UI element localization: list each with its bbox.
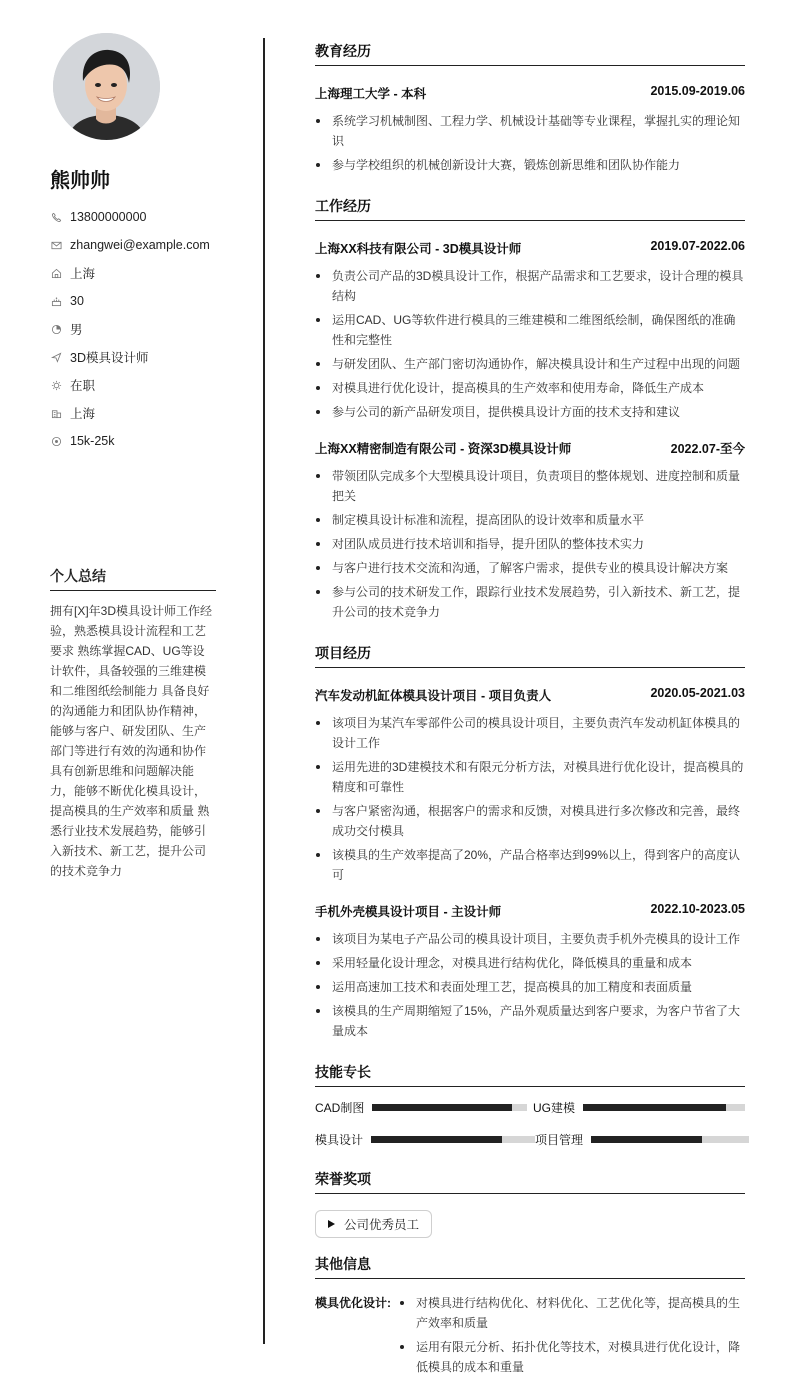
list-item: 与客户紧密沟通，根据客户的需求和反馈，对模具进行多次修改和完善，最终成功交付模具 (315, 801, 745, 841)
list-item: 采用轻量化设计理念，对模具进行结构优化，降低模具的重量和成本 (315, 953, 745, 973)
list-item: 该项目为某电子产品公司的模具设计项目，主要负责手机外壳模具的设计工作 (315, 929, 745, 949)
award-badge (315, 1210, 432, 1238)
other-item (315, 1293, 745, 1377)
list-item: 运用有限元分析、拓扑优化等技术，对模具进行优化设计，降低模具的成本和重量 (399, 1337, 745, 1377)
position-text: 3D模具设计师 (70, 351, 149, 365)
list-item: 该模具的生产效率提高了20%，产品合格率达到99%以上，得到客户的高度认可 (315, 845, 745, 885)
candidate-name: 熊帅帅 (50, 170, 110, 192)
phone-icon (50, 211, 62, 223)
status-icon (50, 379, 62, 391)
project-2-bullets (315, 929, 745, 1041)
gender-icon (50, 323, 62, 335)
home-icon (50, 267, 62, 279)
city-icon (50, 407, 62, 419)
skill-bar-fill (591, 1136, 702, 1143)
project-2-head (315, 902, 745, 920)
list-item: 与客户进行技术交流和沟通，了解客户需求，提供专业的模具设计解决方案 (315, 558, 745, 578)
projects-title: 项目经历 (315, 643, 745, 668)
awards-title: 荣誉奖项 (315, 1169, 745, 1194)
skills-title: 技能专长 (315, 1062, 745, 1087)
list-item: 运用高速加工技术和表面处理工艺，提高模具的加工精度和表面质量 (315, 977, 745, 997)
work-1-date: 2019.07-2022.06 (650, 239, 745, 253)
skill-cad (315, 1099, 533, 1116)
summary-text: 拥有[X]年3D模具设计师工作经验，熟悉模具设计流程和工艺要求 熟练掌握CAD、UG等设计软件，具备较强的三维建模和二维图纸绘制能力 具备良好的沟通能力和团队协作精神，能够与客户、研发团队、生产部门等进行有效的沟通和协作 具有创新思维和问题解决能力，能够不断优化模具设计，提高模具的生产效率和质量 熟悉行业技术发展趋势，能够引入新技术、新工艺，提升公司的技术竞争力 (50, 604, 213, 878)
skill-bar-fill (372, 1104, 512, 1111)
list-item: 系统学习机械制图、工程力学、机械设计基础等专业课程，掌握扎实的理论知识 (315, 111, 745, 151)
work-2-date: 2022.07-至今 (670, 442, 745, 456)
skill-bar-fill (371, 1136, 502, 1143)
projects-section (315, 643, 745, 1041)
other-section (315, 1254, 745, 1377)
avatar (53, 33, 160, 140)
info-status (50, 371, 230, 399)
email-text: zhangwei@example.com (70, 238, 210, 252)
project-2-date: 2022.10-2023.05 (650, 902, 745, 916)
skill-bar (371, 1136, 535, 1143)
list-item: 参与学校组织的机械创新设计大赛，锻炼创新思维和团队协作能力 (315, 155, 745, 175)
list-item: 对模具进行结构优化、材料优化、工艺优化等，提高模具的生产效率和质量 (399, 1293, 745, 1333)
city-text: 上海 (70, 407, 96, 421)
skill-bar (372, 1104, 527, 1111)
list-item: 对团队成员进行技术培训和指导，提升团队的整体技术实力 (315, 534, 745, 554)
project-1-date: 2020.05-2021.03 (650, 686, 745, 700)
skill-mold-design (315, 1131, 535, 1148)
award-label: 公司优秀员工 (344, 1218, 420, 1232)
list-item: 该项目为某汽车零部件公司的模具设计项目，主要负责汽车发动机缸体模具的设计工作 (315, 713, 745, 753)
other-title: 其他信息 (315, 1254, 745, 1279)
work-section (315, 196, 745, 622)
info-position (50, 343, 230, 371)
awards-section (315, 1169, 745, 1238)
info-age (50, 287, 230, 315)
contact-info-list (50, 203, 230, 455)
list-item: 运用CAD、UG等软件进行模具的三维建模和二维图纸绘制，确保图纸的准确性和完整性 (315, 310, 745, 350)
education-section (315, 41, 745, 175)
education-item-head (315, 84, 745, 102)
avatar-portrait (53, 33, 160, 140)
gender-text: 男 (70, 323, 83, 337)
home-text: 上海 (70, 267, 96, 281)
project-1-bullets (315, 713, 745, 885)
education-bullets (315, 111, 745, 175)
info-gender (50, 315, 230, 343)
list-item: 与研发团队、生产部门密切沟通协作，解决模具设计和生产过程中出现的问题 (315, 354, 745, 374)
project-2-name: 手机外壳模具设计项目 - 主设计师 (315, 905, 502, 919)
work-item-2-head (315, 439, 745, 457)
project-1-head (315, 686, 745, 704)
info-city (50, 399, 230, 427)
work-title: 工作经历 (315, 196, 745, 221)
list-item: 参与公司的技术研发工作，跟踪行业技术发展趋势，引入新技术、新工艺，提升公司的技术竞争力 (315, 582, 745, 622)
work-2-company: 上海XX精密制造有限公司 - 资深3D模具设计师 (315, 442, 572, 456)
skill-bar-fill (583, 1104, 726, 1111)
email-icon (50, 239, 62, 251)
skill-label: 项目管理 (535, 1132, 584, 1147)
skills-section (315, 1062, 745, 1147)
column-divider (263, 38, 265, 1344)
education-school: 上海理工大学 - 本科 (315, 87, 427, 101)
skill-bar (583, 1104, 745, 1111)
list-item: 负责公司产品的3D模具设计工作，根据产品需求和工艺要求，设计合理的模具结构 (315, 266, 745, 306)
education-date: 2015.09-2019.06 (650, 84, 745, 98)
age-text: 30 (70, 294, 84, 308)
list-item: 参与公司的新产品研发项目，提供模具设计方面的技术支持和建议 (315, 402, 745, 422)
list-item: 制定模具设计标准和流程，提高团队的设计效率和质量水平 (315, 510, 745, 530)
project-1-name: 汽车发动机缸体模具设计项目 - 项目负责人 (315, 689, 552, 703)
info-home (50, 259, 230, 287)
skill-bar (591, 1136, 749, 1143)
work-1-company: 上海XX科技有限公司 - 3D模具设计师 (315, 242, 522, 256)
salary-text: 15k-25k (70, 434, 115, 448)
list-item: 该模具的生产周期缩短了15%，产品外观质量达到客户要求，为客户节省了大量成本 (315, 1001, 745, 1041)
other-bullets (399, 1293, 745, 1377)
other-label: 模具优化设计: (315, 1296, 391, 1310)
phone-text: 13800000000 (70, 210, 147, 224)
salary-icon (50, 435, 62, 447)
skill-ug (533, 1099, 745, 1116)
skill-label: CAD制图 (315, 1100, 365, 1115)
play-icon (328, 1220, 335, 1228)
skill-label: UG建模 (532, 1100, 575, 1115)
skills-row-1 (315, 1099, 745, 1115)
education-title: 教育经历 (315, 41, 745, 66)
position-icon (50, 351, 62, 363)
info-phone (50, 203, 230, 231)
work-item-1-head (315, 239, 745, 257)
skill-label: 模具设计 (315, 1132, 364, 1147)
awards-list (315, 1210, 745, 1238)
skills-row-2 (315, 1131, 745, 1147)
info-email (50, 231, 230, 259)
info-salary (50, 427, 230, 455)
list-item: 带领团队完成多个大型模具设计项目，负责项目的整体规划、进度控制和质量把关 (315, 466, 745, 506)
list-item: 对模具进行优化设计，提高模具的生产效率和使用寿命，降低生产成本 (315, 378, 745, 398)
work-2-bullets (315, 466, 745, 622)
list-item: 运用先进的3D建模技术和有限元分析方法，对模具进行优化设计，提高模具的精度和可靠性 (315, 757, 745, 797)
status-text: 在职 (70, 379, 96, 393)
work-1-bullets (315, 266, 745, 422)
age-icon (50, 295, 62, 307)
summary-title: 个人总结 (50, 566, 216, 591)
skill-project-mgmt (535, 1131, 749, 1148)
